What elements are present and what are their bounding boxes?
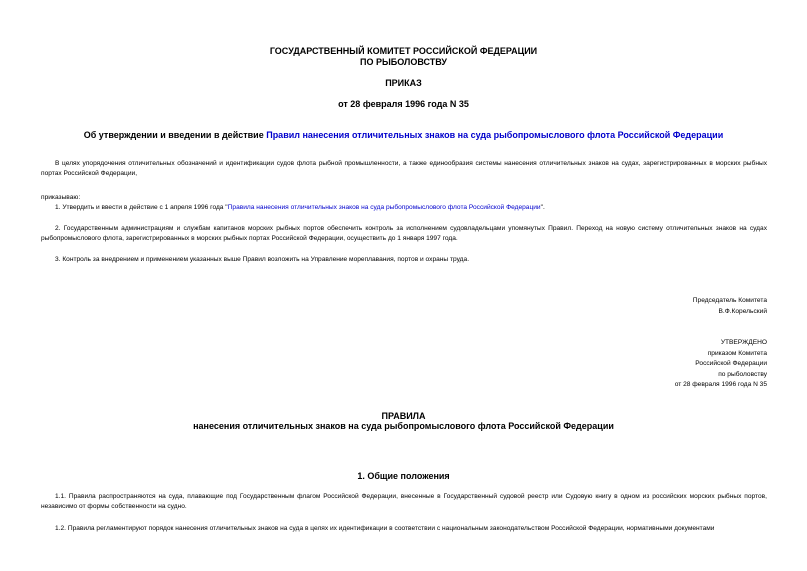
approval-line-4: по рыболовству xyxy=(718,370,767,378)
approval-line-3: Российской Федерации xyxy=(695,360,767,367)
doc-type: ПРИКАЗ xyxy=(385,78,422,88)
order-item-2: 2. Государственным администрациям и службам капитанов морских рыбных портов обеспечить контроль за исполнением судовладельцами упомянутых Правил. Переход на новую систему отличительных знаков на судах рыбопромыслового флота, зарегистрированных в морских рыбных портах Российской Федерации, осуществить до 1 января 1997 года. xyxy=(41,225,767,242)
doc-date: от 28 февраля 1996 года N 35 xyxy=(338,99,469,109)
rule-1-1: 1.1. Правила распространяются на суда, плавающие под Государственным флагом Российской Федерации, внесенные в Государственный судовой реестр или Судовую книгу в одном из российских морских рыбных портов, независимо от формы собственности на судно. xyxy=(41,493,767,510)
approval-block xyxy=(675,338,767,391)
rules-subheading: нанесения отличительных знаков на суда рыбопромыслового флота Российской Федерации xyxy=(193,421,614,431)
section-1-title: 1. Общие положения xyxy=(357,471,450,481)
rules-link[interactable]: Правила нанесения отличительных знаков на суда рыбопромыслового флота Российской Федерации xyxy=(227,204,541,211)
order-item-1 xyxy=(55,203,545,213)
order-item-1-suffix: ". xyxy=(540,204,545,211)
order-word: приказываю: xyxy=(41,194,81,201)
rules-heading: ПРАВИЛА xyxy=(381,411,426,421)
approval-line-1: УТВЕРЖДЕНО xyxy=(720,339,767,346)
order-item-1-prefix: 1. Утвердить и ввести в действие с 1 апреля 1996 года " xyxy=(55,204,228,211)
approval-line-5: от 28 февраля 1996 года N 35 xyxy=(674,381,767,388)
org-name-line2: ПО РЫБОЛОВСТВУ xyxy=(359,57,448,67)
signature-name: В.Ф.Корельский xyxy=(718,307,767,315)
doc-title-prefix: Об утверждении и введении в действие xyxy=(83,130,267,140)
doc-title-link[interactable]: Правил нанесения отличительных знаков на суда рыбопромыслового флота Российской Федерации xyxy=(266,130,724,140)
doc-title xyxy=(0,130,807,140)
approval-line-2: приказом Комитета xyxy=(707,349,767,357)
signature-position: Председатель Комитета xyxy=(692,297,767,304)
org-name-line1: ГОСУДАРСТВЕННЫЙ КОМИТЕТ РОССИЙСКОЙ ФЕДЕРАЦИИ xyxy=(269,46,538,56)
preamble-paragraph: В целях упорядочения отличительных обозначений и идентификации судов флота рыбной промышленности, а также единообразия системы нанесения отличительных знаков на судах, зарегистрированных в морских рыбных портах Российской Федерации, xyxy=(41,160,767,177)
signature-block xyxy=(693,296,767,317)
rule-1-2: 1.2. Правила регламентируют порядок нанесения отличительных знаков на суда в целях их идентификации в соответствии с национальным законодательством Российской Федерации, нормативными документами xyxy=(55,525,715,532)
order-item-3: 3. Контроль за внедрением и применением указанных выше Правил возложить на Управление мореплавания, портов и охраны труда. xyxy=(55,256,470,263)
